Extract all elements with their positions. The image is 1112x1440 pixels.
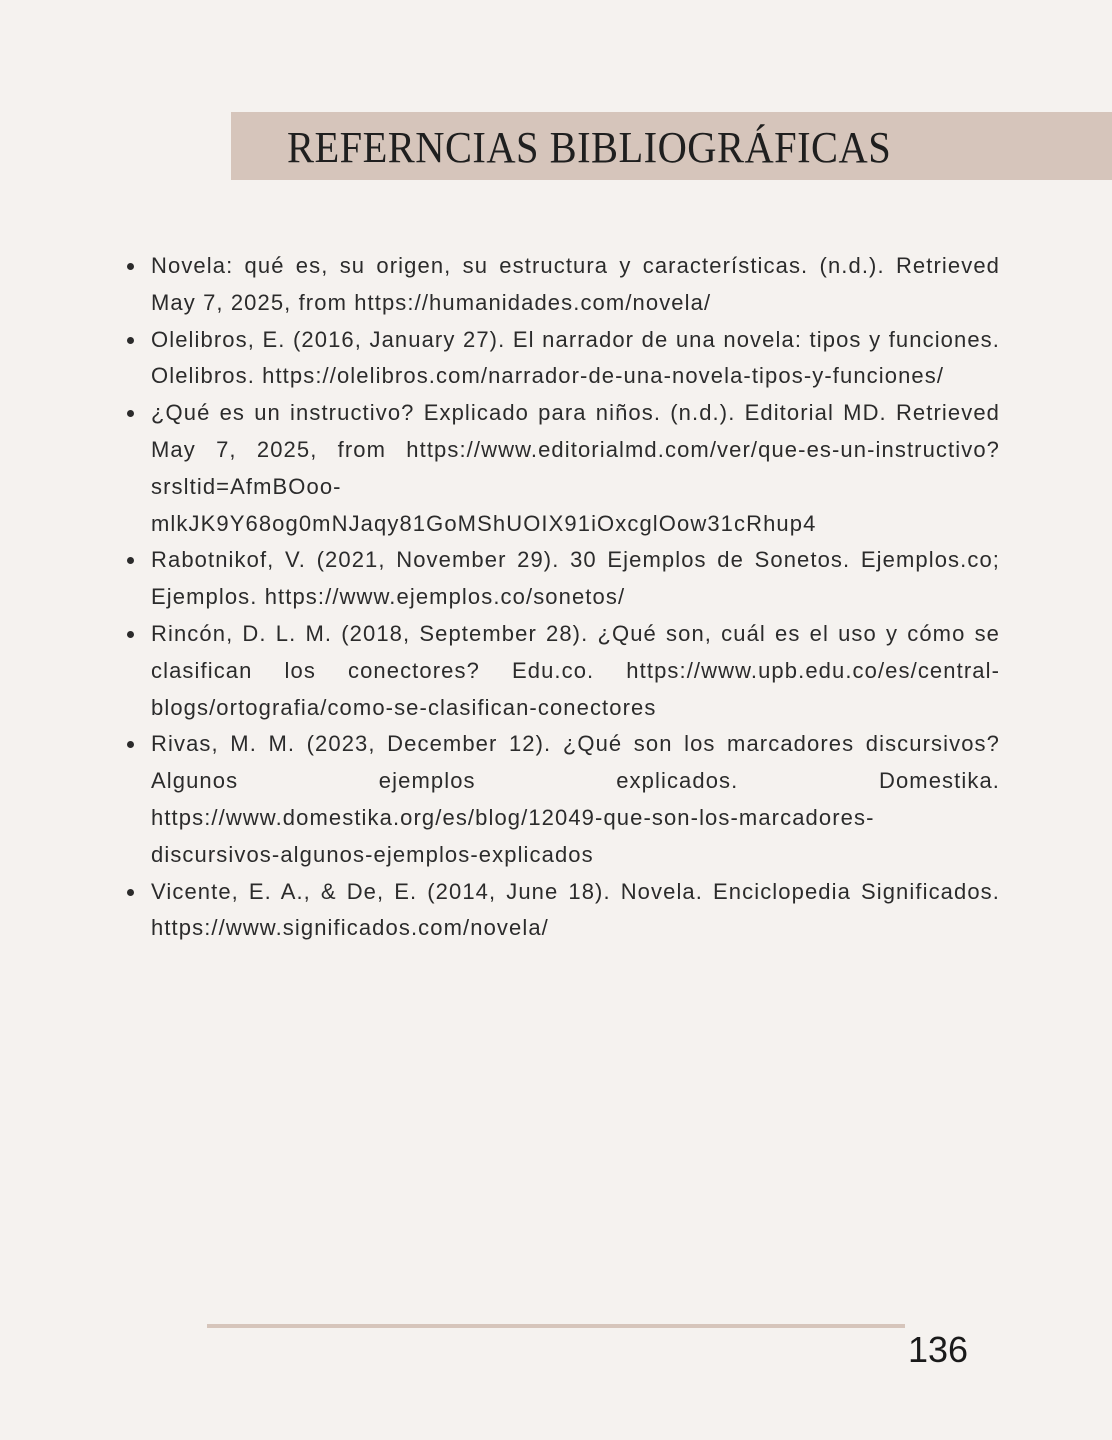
reference-text: ¿Qué es un instructivo? Explicado para niños. (n.d.). Editorial MD. Retrieved May 7, 2025, from https://www.editorialmd.com/ver/que-es-un-instructivo?srsltid=AfmBOoo-mlkJK9Y68og0mNJaqy81GoMShUOIX91iOxcglOow31cRhup4	[151, 400, 1000, 536]
list-item	[151, 322, 1000, 396]
page-title: REFERNCIAS BIBLIOGRÁFICAS	[287, 123, 892, 172]
reference-text: Rincón, D. L. M. (2018, September 28). ¿Qué son, cuál es el uso y cómo se clasifican los conectores? Edu.co. https://www.upb.edu.co/es/central-blogs/ortografia/como-se-clasifican-conectores	[151, 620, 1000, 720]
bullet-icon	[127, 741, 134, 748]
bullet-icon	[127, 557, 134, 564]
bullet-icon	[127, 410, 134, 417]
reference-text: Rabotnikof, V. (2021, November 29). 30 Ejemplos de Sonetos. Ejemplos.co; Ejemplos. https://www.ejemplos.co/sonetos/	[151, 547, 1000, 610]
reference-text: Vicente, E. A., & De, E. (2014, June 18). Novela. Enciclopedia Significados. https://www.significados.com/novela/	[151, 878, 1000, 941]
list-item	[151, 726, 1000, 873]
list-item	[151, 248, 1000, 322]
title-band	[231, 112, 1112, 180]
bullet-icon	[127, 889, 134, 896]
list-item	[151, 874, 1000, 948]
page-number: 136	[908, 1329, 969, 1370]
reference-text: Novela: qué es, su origen, su estructura y características. (n.d.). Retrieved May 7, 2025, from https://humanidades.com/novela/	[151, 253, 1000, 315]
list-item	[151, 542, 1000, 616]
reference-text: Rivas, M. M. (2023, December 12). ¿Qué son los marcadores discursivos? Algunos ejemplos explicados. Domestika. https://www.domestika.org/es/blog/12049-que-son-los-marcadores-discursivos-algunos-ejemplos-explicados	[151, 731, 1000, 867]
bullet-icon	[127, 263, 134, 270]
reference-list	[151, 248, 1000, 947]
bullet-icon	[127, 631, 134, 638]
reference-text: Olelibros, E. (2016, January 27). El narrador de una novela: tipos y funciones. Olelibros. https://olelibros.com/narrador-de-una-novela-tipos-y-funciones/	[151, 326, 1000, 389]
list-item	[151, 395, 1000, 542]
list-item	[151, 616, 1000, 726]
footer-divider	[207, 1324, 905, 1328]
bullet-icon	[127, 337, 134, 344]
